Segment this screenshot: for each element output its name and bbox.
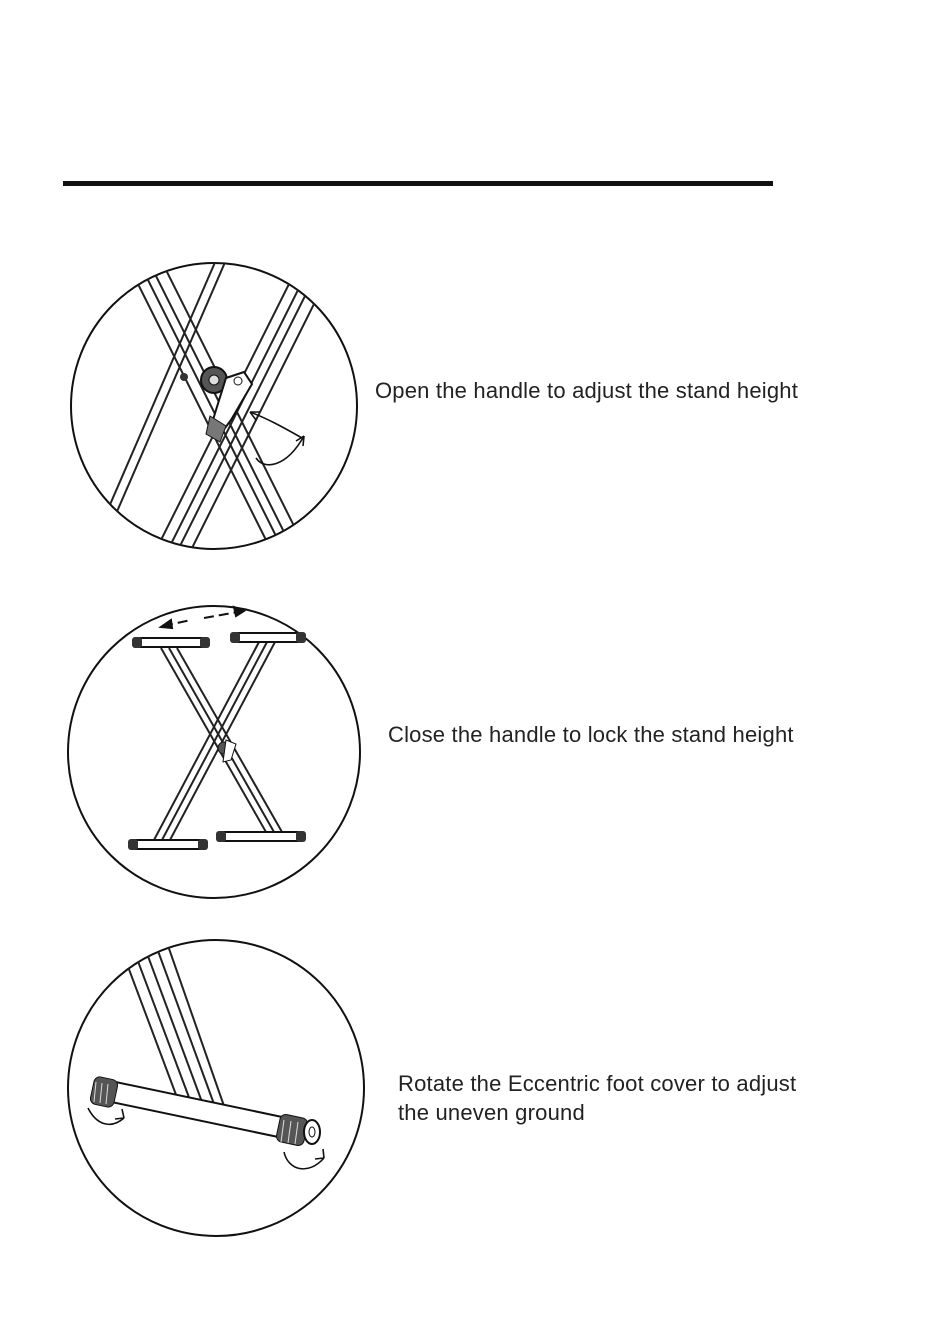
- caption-line: Close the handle to lock the stand height: [388, 722, 794, 747]
- header-rule: [63, 181, 773, 186]
- caption-line: the uneven ground: [398, 1100, 585, 1125]
- handle-closed-illustration: [66, 600, 376, 910]
- caption-line: Rotate the Eccentric foot cover to adjust: [398, 1071, 797, 1096]
- foot-cover-illustration: [66, 930, 376, 1250]
- step-open-handle: [0, 260, 933, 560]
- step-caption: [375, 376, 798, 405]
- caption-line: Open the handle to adjust the stand height: [375, 378, 799, 403]
- step-caption: [398, 1069, 796, 1127]
- handle-open-illustration: [66, 260, 366, 560]
- step-rotate-foot: [0, 930, 933, 1250]
- step-caption: [388, 720, 794, 749]
- step-close-handle: [0, 600, 933, 910]
